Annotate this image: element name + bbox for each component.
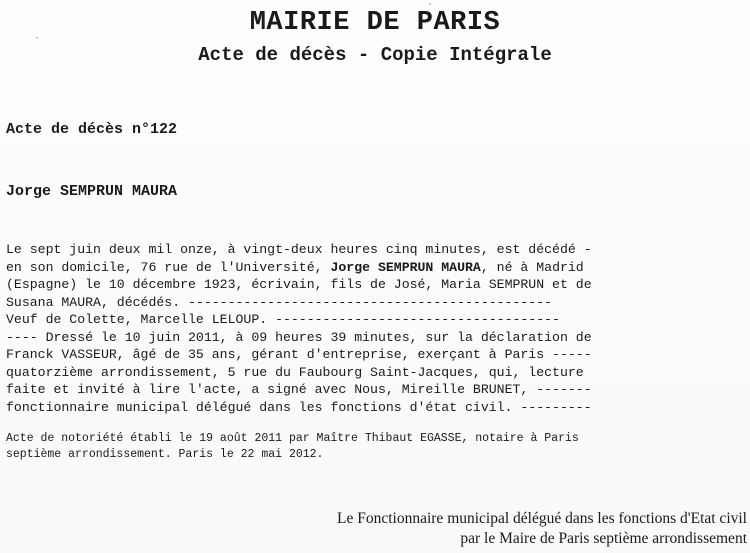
- body-line: [6, 259, 746, 277]
- signature-line: par le Maire de Paris septième arrondissement: [460, 530, 747, 547]
- body-line: Le sept juin deux mil onze, à vingt-deux heures cinq minutes, est décédé -: [6, 242, 592, 257]
- deceased-name-inline: Jorge SEMPRUN MAURA: [330, 259, 481, 275]
- document-subtitle: Acte de décès - Copie Intégrale: [198, 44, 552, 66]
- body-text-segment: , né à Madrid: [480, 259, 584, 275]
- body-line: fonctionnaire municipal délégué dans les fonctions d'état civil. ---------: [6, 399, 592, 415]
- body-line: faite et invité à lire l'acte, a signé avec Nous, Mireille BRUNET, -------: [6, 382, 592, 397]
- body-line: quatorzième arrondissement, 5 rue du Faubourg Saint-Jacques, qui, lecture: [6, 364, 584, 380]
- body-line: ---- Dressé le 10 juin 2011, à 09 heures 39 minutes, sur la déclaration de: [6, 329, 592, 345]
- signature-block: [337, 509, 747, 549]
- notoriete-note: [6, 431, 746, 463]
- notoriete-line: septième arrondissement. Paris le 22 mai 2012.: [6, 448, 324, 461]
- scan-speck: [429, 3, 431, 5]
- acte-number: Acte de décès n°122: [6, 121, 178, 138]
- body-line: Susana MAURA, décédés. ----------------------------------------------: [6, 294, 553, 310]
- body-line: Franck VASSEUR, âgé de 35 ans, gérant d'entreprise, exerçant à Paris -----: [6, 347, 592, 362]
- notoriete-line: Acte de notoriété établi le 19 août 2011 par Maître Thibaut EGASSE, notaire à Paris: [6, 432, 579, 445]
- signature-line: Le Fonctionnaire municipal délégué dans les fonctions d'Etat civil: [337, 510, 747, 527]
- body-text-segment: en son domicile, 76 rue de l'Université,: [6, 259, 331, 275]
- body-line: Veuf de Colette, Marcelle LELOUP. ------------------------------------: [6, 312, 560, 327]
- person-name: Jorge SEMPRUN MAURA: [6, 183, 178, 200]
- acte-body: [6, 241, 746, 416]
- body-line: (Espagne) le 10 décembre 1923, écrivain, fils de José, Maria SEMPRUN et de: [6, 277, 592, 292]
- document-title: MAIRIE DE PARIS: [249, 8, 501, 38]
